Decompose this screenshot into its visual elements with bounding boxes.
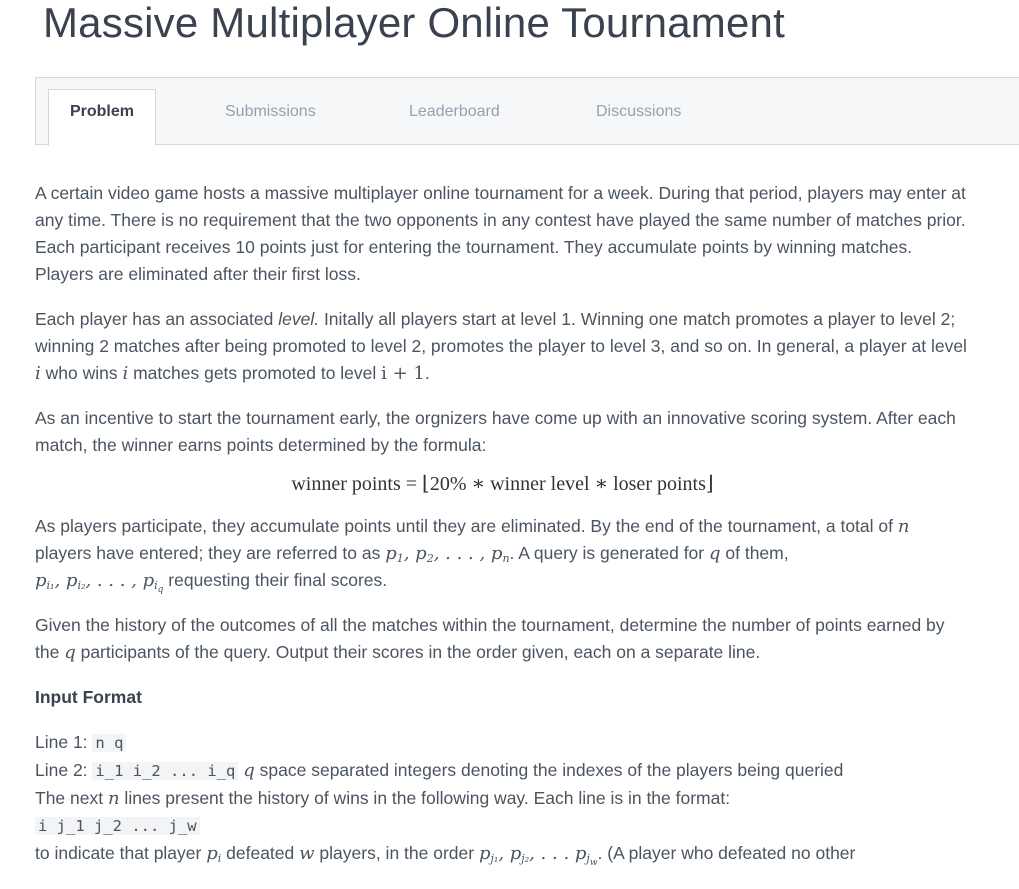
tab-bar [35,77,1019,145]
input-format-heading: Input Format [35,687,142,707]
input-line-4: i j_1 j_2 ... j_w [35,812,970,840]
level-term: level. [278,309,320,329]
paragraph-intro: A certain video game hosts a massive multiplayer online tournament for a week. During that period, players may enter at any time. There is no requirement that the two opponents in any contest have played the same number of matches prior. Each participant receives 10 points just for entering the tournament. They accumulate points by winning matches. Players are eliminated after their first loss. [35,183,966,284]
input-line-1: Line 1: n q [35,729,970,757]
input-line-2: Line 2: i_1 i_2 ... i_q q space separated integers denoting the indexes of the players being queried [35,760,844,781]
player-sequence: $p_1$, $p_2$, . . . , $p_n$ [385,543,510,565]
input-line-3: The next n lines present the history of wins in the following way. Each line is in the format: [35,788,731,809]
page-title: Massive Multiplayer Online Tournament [43,0,785,46]
input-line-5: to indicate that player $p_i$ defeated w players, in the order $p_{j_1}$, $p_{j_2}$, . . . $p_{j_w}$. (A player who defeated no other [35,843,856,869]
defeated-sequence: $p_{j_1}$, $p_{j_2}$, . . . $p_{j_w}$ [478,843,598,869]
tab-leaderboard[interactable]: Leaderboard [409,103,500,120]
paragraph-scoring: As an incentive to start the tournament early, the orgnizers have come up with an innovative scoring system. After each match, the winner earns points determined by the formula: [35,408,956,455]
problem-statement [35,180,970,867]
input-format-lines [35,729,970,867]
tab-submissions[interactable]: Submissions [225,103,316,120]
scoring-formula: winner points = ⌊20% ∗ winner level ∗ loser points⌋ [291,473,714,495]
query-sequence: $p_{i_1}$, $p_{i_2}$, . . . , $p_{i_q}$ [35,570,164,596]
tab-discussions[interactable]: Discussions [596,103,682,120]
paragraph-task: Given the history of the outcomes of all the matches within the tournament, determine the number of points earned by the q participants of the query. Output their scores in the order given, each on a separate line. [35,615,945,663]
tab-problem[interactable]: Problem [48,89,156,146]
paragraph-level: Each player has an associated level. Initally all players start at level 1. Winning one match promotes a player to level 2; winning 2 matches after being promoted to level 2, promotes the player to level 3, and so on. In general, a player at level i who wins i matches gets promoted to level i + 1. [35,309,967,384]
paragraph-players: As players participate, they accumulate points until they are eliminated. By the end of the tournament, a total of n players have entered; they are referred to as $p_1$, $p_2$, . . . , $p_n$. A query is generated for q of them, $p_{i_1}$, $p_{i_2}$, . . . , $p_{i_q}$ requesting their final scores. [35,516,910,596]
